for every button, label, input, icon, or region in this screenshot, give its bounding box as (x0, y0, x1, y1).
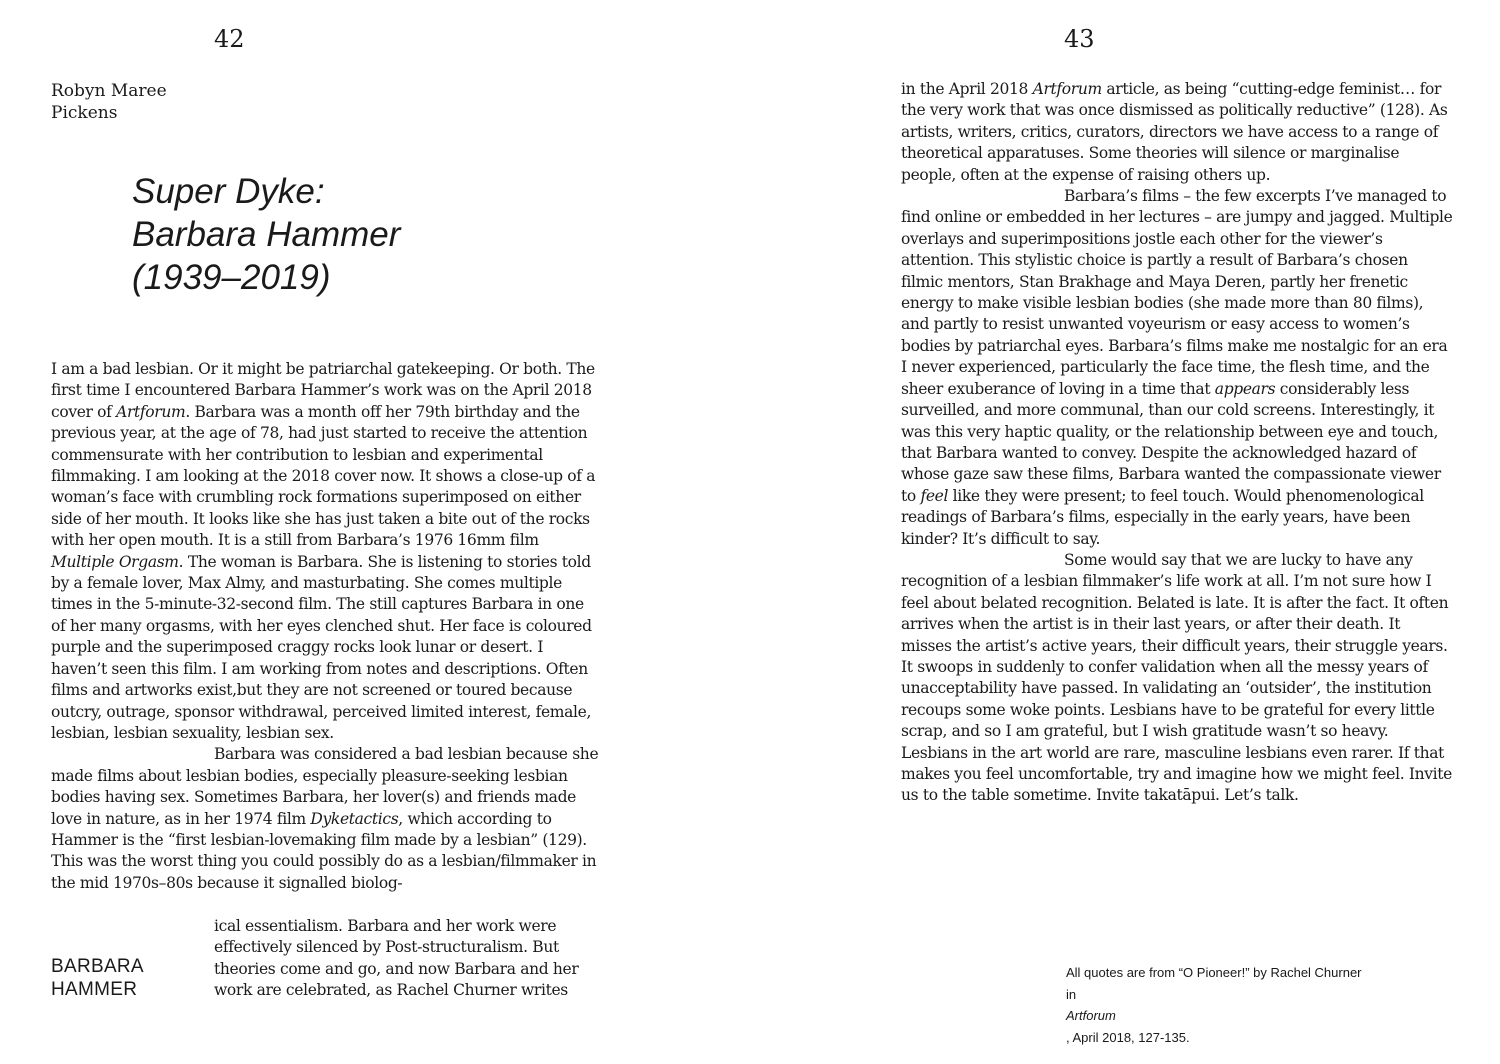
title-line: Super Dyke: (132, 172, 325, 211)
main-text-column (901, 79, 1453, 807)
footnote-line: All quotes are from “O Pioneer!” by Rachel Churner (1066, 965, 1362, 980)
title-line: Barbara Hammer (132, 215, 401, 254)
title-line: (1939–2019) (132, 258, 331, 297)
footnote-line: in Artforum , April 2018, 127-135. (1066, 986, 1190, 1045)
body-paragraph-continuation: ical essentialism. Barbara and her work were effectively silenced by Post-structuralism. But theories come and go, and now Barbara and her work are celebrated, as Rachel Churner writes (214, 917, 579, 1000)
page-number: 42 (214, 25, 245, 53)
running-head (51, 955, 144, 1001)
author-name (51, 80, 167, 124)
body-paragraph: Barbara was considered a bad lesbian because she made films about lesbian bodies, especially pleasure-seeking lesbian bodies having sex. Sometimes Barbara, her lover(s) and friends made love in nature, as in her 1974 film Dyketactics, which according to Hammer is the “first lesbian-lovemaking film made by a lesbian” (129). This was the worst thing you could possibly do as a lesbian/filmmaker in the mid 1970s–80s because it signalled biolog- (51, 745, 599, 892)
author-line: Pickens (51, 103, 118, 123)
running-head-line: HAMMER (51, 979, 138, 1000)
page-number: 43 (1064, 25, 1095, 53)
body-paragraph: Some would say that we are lucky to have any recognition of a lesbian filmmaker’s life work at all. I’m not sure how I feel about belated recognition. Belated is late. It is after the fact. It often arrives when the artist is in their last years, or after their death. It misses the artist’s active years, their difficult years, their struggle years. It swoops in suddenly to confer validation when all the messy years of unacceptability have passed. In validating an ‘outsider’, the institution recoups some woke points. Lesbians have to be grateful for every little scrap, and so I am grateful, but I wish gratitude wasn’t so heavy. Lesbians in the art world are rare, masculine lesbians even rarer. If that makes you feel uncomfortable, try and imagine how we might feel. Invite us to the table sometime. Invite takatāpui. Let’s talk. (901, 550, 1452, 805)
body-paragraph: Barbara’s films – the few excerpts I’ve managed to find online or embedded in her lectures – are jumpy and jagged. Multiple overlays and superimpositions jostle each other for the viewer’s attention. This stylistic choice is partly a result of Barbara’s chosen filmic mentors, Stan Brakhage and Maya Deren, partly her frenetic energy to make visible lesbian bodies (she made more than 80 films), and partly to resist unwanted voyeurism or easy access to women’s bodies by patriarchal eyes. Barbara’s films make me nostalgic for an era I never experienced, particularly the face time, the flesh time, and the sheer exuberance of loving in a time that appears considerably less surveilled, and more communal, than our cold screens. Interestingly, it was this very haptic quality, or the relationship between eye and touch, that Barbara wanted to convey. Despite the acknowledged hazard of whose gaze saw these films, Barbara wanted the compassionate viewer to feel like they were present; to feel touch. Would phenomenological readings of Barbara’s films, especially in the early years, have been kinder? It’s difficult to say. (901, 187, 1453, 548)
right-page (750, 0, 1500, 1064)
article-title (132, 170, 400, 299)
main-text-column (51, 359, 601, 894)
body-paragraph: in the April 2018 Artforum article, as being “cutting-edge feminist… for the very work that was once dismissed as politically reductive” (128). As artists, writers, critics, curators, directors we have access to a range of theoretical apparatuses. Some theories will silence or marginalise people, often at the expense of raising others up. (901, 80, 1448, 184)
body-paragraph: I am a bad lesbian. Or it might be patriarchal gatekeeping. Or both. The first time I encountered Barbara Hammer’s work was on the April 2018 cover of Artforum. Barbara was a month off her 79th birthday and the previous year, at the age of 78, had just started to receive the attention commensurate with her contribution to lesbian and experimental filmmaking. I am looking at the 2018 cover now. It shows a close-up of a woman’s face with crumbling rock formations superimposed on either side of her mouth. It looks like she has just taken a bite out of the rocks with her open mouth. It is a still from Barbara’s 1976 16mm film Multiple Orgasm. The woman is Barbara. She is listening to stories told by a female lover, Max Almy, and masturbating. She comes multiple times in the 5-minute-32-second film. The still captures Barbara in one of her many orgasms, with her eyes clenched shut. Her face is coloured purple and the superimposed craggy rocks look lunar or desert. I haven’t seen this film. I am working from notes and descriptions. Often films and artworks exist,but they are not screened or toured because outcry, outrage, sponsor withdrawal, perceived limited interest, female, lesbian, lesbian sexuality, lesbian sex. (51, 360, 596, 742)
running-head-line: BARBARA (51, 956, 144, 977)
footnote (1066, 962, 1362, 1048)
author-line: Robyn Maree (51, 81, 167, 101)
